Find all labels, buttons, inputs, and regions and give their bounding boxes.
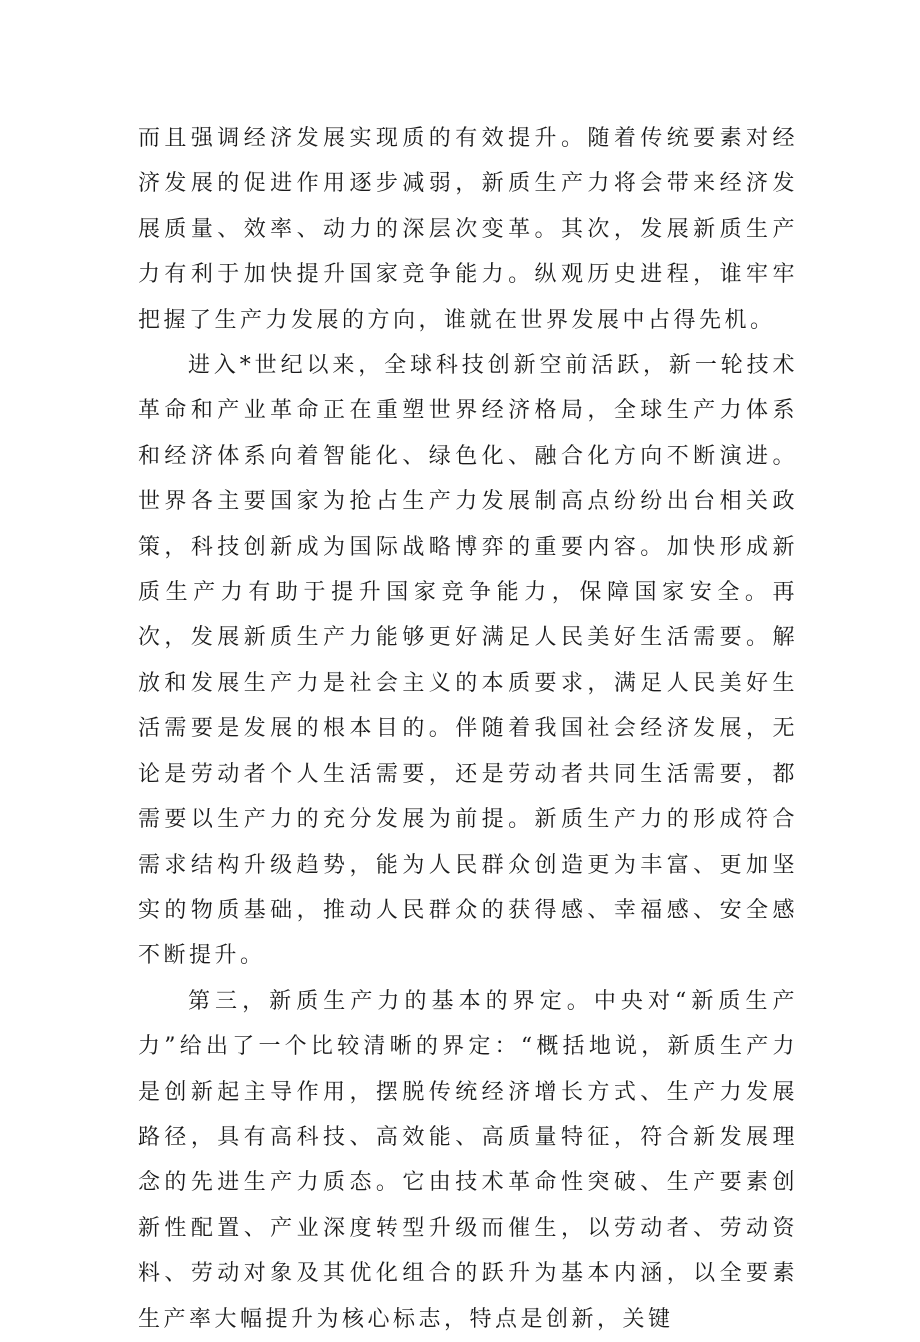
paragraph-2: 进入*世纪以来，全球科技创新空前活跃，新一轮技术革命和产业革命正在重塑世界经济格局，全球生产力体系和经济体系向着智能化、绿色化、融合化方向不断演进。世界各主要国家为抢占生产力发展制高点纷纷出台相关政策，科技创新成为国际战略博弈的重要内容。加快形成新质生产力有助于提升国家竞争能力，保障国家安全。再次，发展新质生产力能够更好满足人民美好生活需要。解放和发展生产力是社会主义的本质要求，满足人民美好生活需要是发展的根本目的。伴随着我国社会经济发展，无论是劳动者个人生活需要，还是劳动者共同生活需要，都需要以生产力的充分发展为前提。新质生产力的形成符合需求结构升级趋势，能为人民群众创造更为丰富、更加坚实的物质基础，推动人民群众的获得感、幸福感、安全感不断提升。 [138, 353, 798, 969]
paragraph-3: 第三，新质生产力的基本的界定。中央对“新质生产力”给出了一个比较清晰的界定：“概括地说，新质生产力是创新起主导作用，摆脱传统经济增长方式、生产力发展路径，具有高科技、高效能、高质量特征，符合新发展理念的先进生产力质态。它由技术革命性突破、生产要素创新性配置、产业深度转型升级而催生，以劳动者、劳动资料、劳动对象及其优化组合的跃升为基本内涵，以全要素生产率大幅提升为核心标志，特点是创新，关键 [138, 988, 798, 1332]
document-body [138, 116, 798, 1342]
paragraph-1: 而且强调经济发展实现质的有效提升。随着传统要素对经济发展的促进作用逐步减弱，新质生产力将会带来经济发展质量、效率、动力的深层次变革。其次，发展新质生产力有利于加快提升国家竞争能力。纵观历史进程，谁牢牢把握了生产力发展的方向，谁就在世界发展中占得先机。 [138, 126, 798, 333]
